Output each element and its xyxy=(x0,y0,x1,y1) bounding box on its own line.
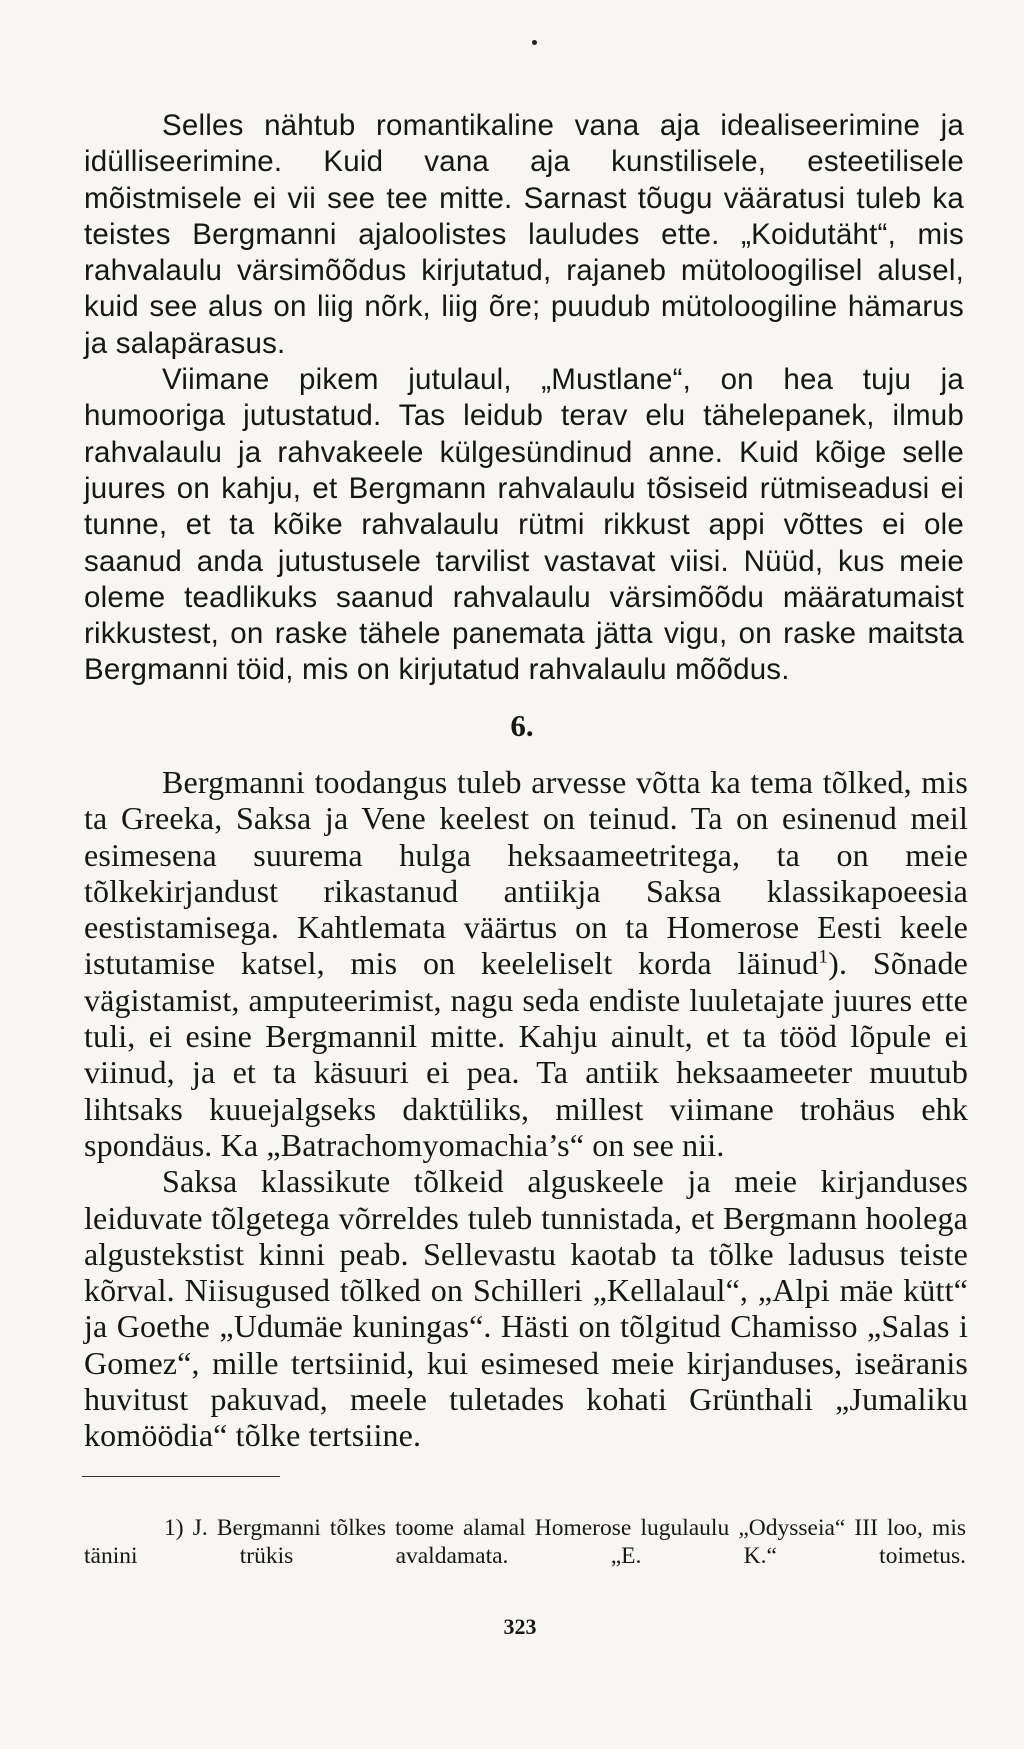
footnote-text xyxy=(84,1514,966,1570)
paragraph-text: ). Sõnade vägistamist, amputeerimist, nagu seda endiste luuletajate juures ette tuli, ei esine Bergmannil mitte. Kahju ainult, et ta tööd lõpule ei viinud, ja et ta käsuuri ei pea. Ta antiik heksaameeter muutub lihtsaks kuuejalgseks daktüliks, millest viimane trohäus ehk spondäus. Ka „Batrachomyomachia’s“ on see nii. xyxy=(84,945,968,1163)
footnote-body: 1) J. Bergmanni tõlkes toome alamal Homerose lugulaulu „Odysseia“ III loo, mis tänini trükis avaldamata. xyxy=(84,1515,966,1569)
paragraph-text: Bergmanni toodangus tuleb arvesse võtta ka tema tõlked, mis ta Greeka, Saksa ja Vene keelest on teinud. Ta on esinenud meil esimesena suurema hulga heksaameetritega, ta on meie tõlkekirjandust rikastanud antiikja Saksa klassikapoeesia eestistamisega. Kahtlemata väärtus on ta Homerose Eesti keele istutamise katsel, mis on keeleliselt korda läinud xyxy=(84,764,968,982)
footnote xyxy=(84,1514,966,1570)
footnote-ref: 1 xyxy=(818,946,829,968)
paragraph: Viimane pikem jutulaul, „Mustlane“, on hea tuju ja humooriga jutustatud. Tas leidub terav elu tähelepanek, ilmub rahvalaulu ja rahvakeele külgesündinud anne. Kuid kõige selle juures on kahju, et Bergmann rahvalaulu tõsiseid rütmiseadusi ei tunne, et ta kõike rahvalaulu rütmi rikkust appi võttes ei ole saanud anda jutustusele tarvilist vastavat viisi. Nüüd, kus meie oleme teadlikuks saanud rahvalaulu värsimõõdu määratumaist rikkustest, on raske tähele panemata jätta vigu, on raske maitsta Bergmanni töid, mis on kirjutatud rahvalaulu mõõdus. xyxy=(84,363,964,687)
paragraph: Selles nähtub romantikaline vana aja idealiseerimine ja idülliseerimine. Kuid vana aja kunstilisele, esteetilisele mõistmisele ei vii see tee mitte. Sarnast tõugu vääratusi tuleb ka teistes Bergmanni ajaloolistes lauludes ette. „Koidutäht“, mis rahvalaulu värsimõõdus kirjutatud, rajaneb mütoloogilisel alusel, kuid see alus on liig nõrk, liig õre; puudub mütoloogiline hämarus ja salapärasus. xyxy=(84,109,964,360)
ink-speck xyxy=(532,40,537,45)
body-text-section-2 xyxy=(84,764,968,1454)
footnote-divider xyxy=(82,1476,280,1477)
section-heading: 6. xyxy=(510,708,534,743)
body-text-section-1 xyxy=(84,108,964,689)
paragraph xyxy=(84,764,968,1163)
footnote-signature: „E. K.“ toimetus. xyxy=(610,1543,966,1569)
paragraph: Saksa klassikute tõlkeid alguskeele ja meie kirjanduses leiduvate tõlgetega võrreldes tuleb tunnistada, et Bergmann hoolega algustekstist kinni peab. Sellevastu kaotab ta tõlke ladusus teiste kõrval. Niisugused tõlked on Schilleri „Kellalaul“, „Alpi mäe kütt“ ja Goethe „Udumäe kuningas“. Hästi on tõlgitud Chamisso „Salas i Gomez“, mille tertsiinid, kui esimesed meie kirjanduses, iseäranis huvitust pakuvad, meele tuletades kohati Grünthali „Jumaliku komöödia“ tõlke tertsiine. xyxy=(84,1163,968,1454)
page-number: 323 xyxy=(503,1614,537,1639)
